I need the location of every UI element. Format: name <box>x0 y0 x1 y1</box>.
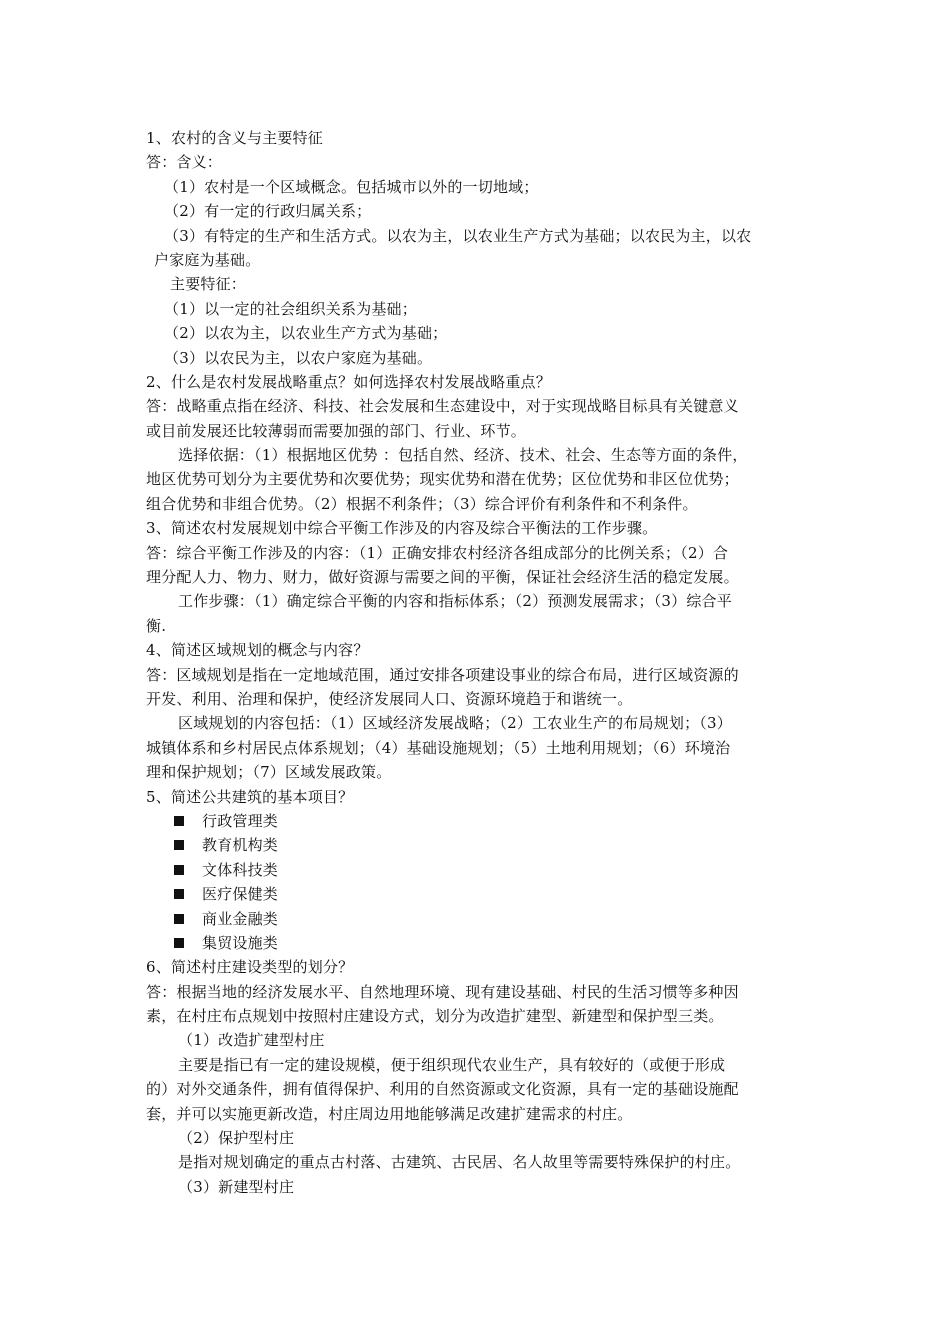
square-bullet-icon <box>174 840 184 850</box>
answer-line: 答：综合平衡工作涉及的内容：（1）正确安排农村经济各组成部分的比例关系；（2）合 <box>146 543 729 562</box>
bullet-item <box>146 882 816 906</box>
bullet-text: 行政管理类 <box>202 811 279 830</box>
answer-line: 理和保护规划；（7）区域发展政策。 <box>146 763 392 782</box>
list-item: （2）有一定的行政归属关系； <box>164 202 372 221</box>
subsection-title: （2）保护型村庄 <box>178 1129 295 1148</box>
bullet-text: 文体科技类 <box>202 860 279 879</box>
question-2-title: 2、什么是农村发展战略重点？如何选择农村发展战略重点？ <box>146 372 551 391</box>
square-bullet-icon <box>174 914 184 924</box>
list-item: （2）以农为主，以农业生产方式为基础； <box>164 324 448 343</box>
answer-line: 素，在村庄布点规划中按照村庄建设方式，划分为改造扩建型、新建型和保护型三类。 <box>146 1007 724 1026</box>
answer-line: 的）对外交通条件，拥有值得保护、利用的自然资源或文化资源，具有一定的基础设施配 <box>146 1080 739 1099</box>
answer-line: 是指对规划确定的重点古村落、古建筑、古民居、名人故里等需要特殊保护的村庄。 <box>178 1153 741 1172</box>
answer-line: 城镇体系和乡村居民点体系规划；（4）基础设施规划；（5）土地利用规划；（6）环境治 <box>146 738 731 757</box>
answer-line: 选择依据：（1）根据地区优势 ：包括自然、经济、技术、社会、生态等方面的条件， <box>178 446 748 465</box>
answer-line: 答：战略重点指在经济、科技、社会发展和生态建设中，对于实现战略目标具有关键意义 <box>146 397 739 416</box>
list-item-continued: 户家庭为基础。 <box>154 250 261 269</box>
square-bullet-icon <box>174 816 184 826</box>
answer-line: 主要是指已有一定的建设规模，便于组织现代农业生产，具有较好的（或便于形成 <box>178 1055 726 1074</box>
answer-line: 工作步骤：（1）确定综合平衡的内容和指标体系；（2）预测发展需求；（3）综合平 <box>178 592 732 611</box>
bullet-item <box>146 931 816 955</box>
question-4-title: 4、简述区域规划的概念与内容？ <box>146 641 369 660</box>
bullet-item <box>146 809 816 833</box>
answer-line: 开发、利用、治理和保护，使经济发展同人口、资源环境趋于和谐统一。 <box>146 689 633 708</box>
bullet-text: 教育机构类 <box>202 836 279 855</box>
question-1-title: 1、农村的含义与主要特征 <box>146 129 323 147</box>
question-3-title: 3、简述农村发展规划中综合平衡工作涉及的内容及综合平衡法的工作步骤。 <box>146 519 658 538</box>
answer-label: 答：含义： <box>146 153 223 172</box>
question-6-title: 6、简述村庄建设类型的划分？ <box>146 958 354 977</box>
bullet-text: 医疗保健类 <box>202 885 279 904</box>
answer-line: 或目前发展还比较薄弱而需要加强的部门、行业、环节。 <box>146 421 527 440</box>
question-5-title: 5、简述公共建筑的基本项目？ <box>146 787 354 806</box>
list-item: （3）以农民为主，以农户家庭为基础。 <box>164 348 433 367</box>
square-bullet-icon <box>174 865 184 875</box>
answer-line: 套，并可以实施更新改造，村庄周边用地能够满足改建扩建需求的村庄。 <box>146 1104 633 1123</box>
answer-line: 衡. <box>146 616 167 635</box>
list-item: （1）农村是一个区域概念。包括城市以外的一切地域； <box>164 177 539 196</box>
answer-line: 区域规划的内容包括：（1）区域经济发展战略；（2）工农业生产的布局规划；（3） <box>178 714 732 733</box>
answer-line: 地区优势可划分为主要优势和次要优势；现实优势和潜在优势；区位优势和非区位优势； <box>146 470 739 489</box>
document-body <box>146 126 816 1199</box>
bullet-item <box>146 858 816 882</box>
answer-line: 组合优势和非组合优势。（2）根据不利条件；（3）综合评价有利条件和不利条件。 <box>146 494 698 513</box>
bullet-item <box>146 907 816 931</box>
list-item: （1）以一定的社会组织关系为基础； <box>164 299 417 318</box>
bullet-item <box>146 833 816 857</box>
answer-line: 答：区域规划是指在一定地域范围，通过安排各项建设事业的综合布局，进行区域资源的 <box>146 665 739 684</box>
list-item: （3）有特定的生产和生活方式。以农为主，以农业生产方式为基础；以农民为主，以农 <box>164 226 752 245</box>
square-bullet-icon <box>174 889 184 899</box>
feature-label: 主要特征： <box>170 275 247 294</box>
answer-line: 理分配人力、物力、财力，做好资源与需要之间的平衡，保证社会经济生活的稳定发展。 <box>146 568 739 587</box>
bullet-text: 商业金融类 <box>202 909 279 928</box>
answer-line: 答：根据当地的经济发展水平、自然地理环境、现有建设基础、村民的生活习惯等多种因 <box>146 982 739 1001</box>
square-bullet-icon <box>174 938 184 948</box>
bullet-text: 集贸设施类 <box>202 933 279 952</box>
subsection-title: （1）改造扩建型村庄 <box>178 1031 325 1050</box>
subsection-title: （3）新建型村庄 <box>178 1177 295 1196</box>
